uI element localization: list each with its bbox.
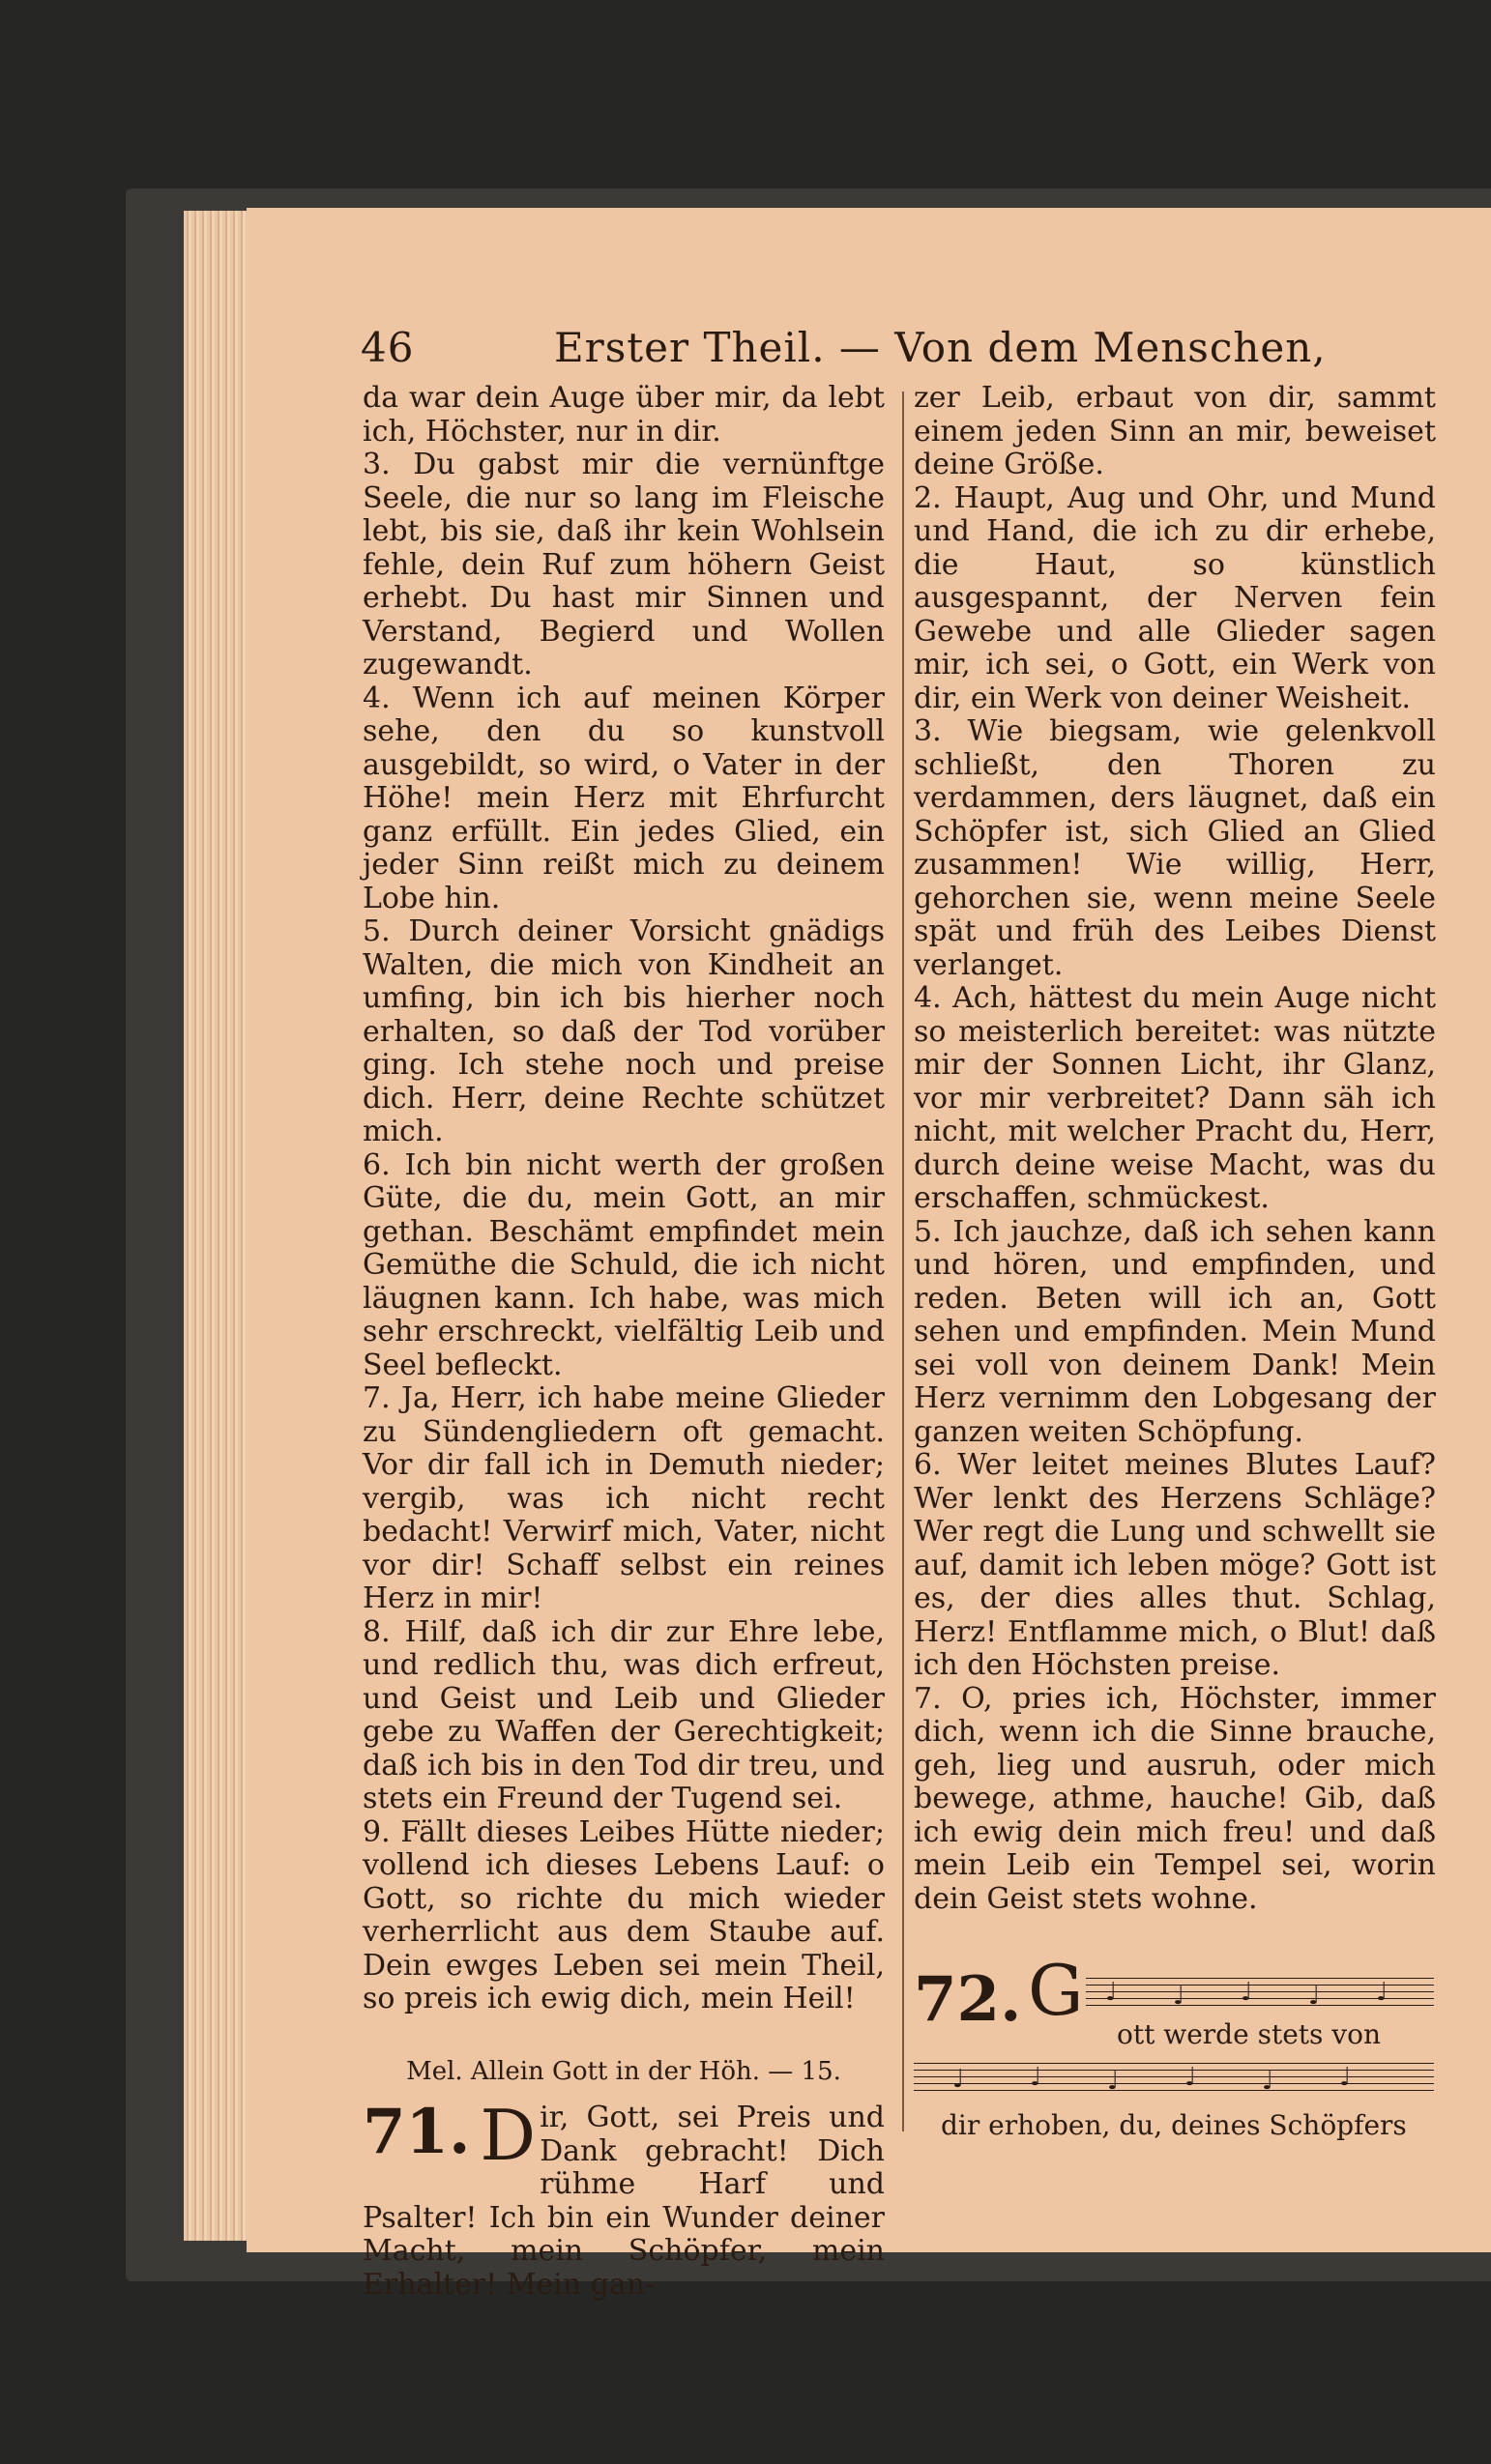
paragraph: 7. O, pries ich, Höchster, immer dich, wenn ich die Sinne brauche, geh, lieg und ausruh, oder mich bewege, athme, hauche! Gib, daß ich ewig dein mich freu! und daß mein Leib ein Tempel sei, worin dein Geist stets wohne. <box>914 1681 1436 1916</box>
music-staff <box>914 2063 1434 2096</box>
music-note-icon: ♩ <box>1308 1982 1321 2011</box>
music-staff <box>1086 1978 1434 2011</box>
music-note-icon: ♩ <box>1376 1978 1389 2007</box>
paragraph: 3. Wie biegsam, wie gelenkvoll schließt, den Thoren zu verdammen, ders läugnet, daß ein Schöpfer ist, sich Glied an Glied zusammen! Wie willig, Herr, gehorchen sie, wenn meine Seele spät und früh des Leibes Dienst verlanget. <box>914 714 1436 982</box>
music-note-icon: ♩ <box>1173 1982 1185 2011</box>
paragraph: 3. Du gabst mir die vernünftge Seele, die nur so lang im Fleische lebt, bis sie, daß ihr kein Wohlsein fehle, dein Ruf zum höhern Geist erhebt. Du hast mir Sinnen und Verstand, Begierd und Wollen zugewandt. <box>363 448 885 681</box>
hymn-number: 71. <box>363 2096 471 2168</box>
paragraph: 2. Haupt, Aug und Ohr, und Mund und Hand, die ich zu dir erhebe, die Haut, so künstlich ausgespannt, der Nerven fein Gewebe und alle Glieder sagen mir, ich sei, o Gott, ein Werk von dir, ein Werk von deiner Weisheit. <box>914 480 1436 715</box>
page-edges <box>184 211 253 2241</box>
music-note-icon: ♩ <box>1107 2067 1120 2096</box>
left-column <box>363 382 885 2302</box>
paragraph: 6. Wer leitet meines Blutes Lauf? Wer lenkt des Herzens Schläge? Wer regt die Lung und schwellt sie auf, damit ich leben möge? Gott ist es, der dies alles thut. Schlag, Herz! Entflamme mich, o Blut! daß ich den Höchsten preise. <box>914 1448 1436 1682</box>
paragraph: 4. Ach, hättest du mein Auge nicht so meisterlich bereitet: was nützte mir der Sonnen Licht, ihr Glanz, vor mir verbreitet? Dann säh ich nicht, mit welcher Pracht du, Herr, durch deine weise Macht, was du erschaffen, schmückest. <box>914 981 1436 1215</box>
drop-cap: G <box>1028 1950 1084 2031</box>
paragraph: 9. Fällt dieses Leibes Hütte nieder; vollend ich dieses Lebens Lauf: o Gott, so richte du mich wieder verherrlicht aus dem Staube auf. Dein ewges Leben sei mein Theil, so preis ich ewig dich, mein Heil! <box>363 1814 885 2015</box>
book-page <box>247 208 1491 2302</box>
paragraph: 4. Wenn ich auf meinen Körper sehe, den du so kunstvoll ausgebildt, so wird, o Vater in der Höhe! mein Herz mit Ehrfurcht ganz erfüllt. Ein jedes Glied, ein jeder Sinn reißt mich zu deinem Lobe hin. <box>363 681 885 915</box>
column-divider <box>902 391 904 2131</box>
music-note-icon: ♩ <box>1262 2067 1274 2096</box>
melody-line: Mel. Allein Gott in der Höh. — 15. <box>406 2056 841 2086</box>
music-note-icon: ♩ <box>1184 2063 1197 2092</box>
music-note-icon: ♩ <box>1339 2063 1352 2092</box>
paragraph: 6. Ich bin nicht werth der großen Güte, die du, mein Gott, an mir gethan. Beschämt empfindet mein Gemüthe die Schuld, die ich nicht läugnen kann. Ich habe, was mich sehr erschreckt, vielfältig Leib und Seel befleckt. <box>363 1147 885 1382</box>
music-note-icon: ♩ <box>1241 1978 1253 2007</box>
hymn-number: 72. <box>914 1963 1022 2036</box>
music-lyric: ott werde stets von <box>1117 2018 1381 2050</box>
paragraph: da war dein Auge über mir, da lebt ich, Höchster, nur in dir. <box>363 381 885 449</box>
running-title: Erster Theil. — Von dem Menschen, <box>554 324 1327 371</box>
paragraph: 7. Ja, Herr, ich habe meine Glieder zu Sündengliedern oft gemacht. Vor dir fall ich in Demuth nieder; vergib, was ich nicht recht bedacht! Verwirf mich, Vater, nicht vor dir! Schaff selbst ein reines Herz in mir! <box>363 1381 885 1615</box>
music-note-icon: ♩ <box>1105 1978 1118 2007</box>
paragraph: zer Leib, erbaut von dir, sammt einem jeden Sinn an mir, beweiset deine Größe. <box>914 381 1436 481</box>
page-number: 46 <box>361 324 415 371</box>
hymn-72 <box>914 1950 1436 2141</box>
paragraph: 8. Hilf, daß ich dir zur Ehre lebe, und redlich thu, was dich erfreut, und Geist und Leib und Glieder gebe zu Waffen der Gerechtigkeit; daß ich bis in den Tod dir treu, und stets ein Freund der Tugend sei. <box>363 1614 885 1815</box>
paragraph: 5. Ich jauchze, daß ich sehen kann und hören, und empfinden, und reden. Beten will ich an, Gott sehen und empfinden. Mein Mund sei voll von deinem Dank! Mein Herz vernimm den Lobgesang der ganzen weiten Schöpfung. <box>914 1214 1436 1449</box>
paragraph: 5. Durch deiner Vorsicht gnädigs Walten, die mich von Kindheit an umfing, bin ich bis hierher noch erhalten, so daß der Tod vorüber ging. Ich stehe noch und preise dich. Herr, deine Rechte schützet mich. <box>363 914 885 1148</box>
drop-cap: D <box>480 2095 537 2176</box>
music-note-icon: ♩ <box>1030 2063 1042 2092</box>
hymn-71 <box>363 2095 885 2302</box>
music-lyric: dir erhoben, du, deines Schöpfers <box>941 2109 1407 2141</box>
music-note-icon: ♩ <box>952 2065 965 2094</box>
hymn-text: ir, Gott, sei Preis und Dank gebracht! Dich rühme Harf und Psalter! Ich bin ein Wunder deiner Macht, mein Schöpfer, mein Erhalter! Mein gan- <box>363 2101 885 2302</box>
right-column <box>914 381 1436 2141</box>
